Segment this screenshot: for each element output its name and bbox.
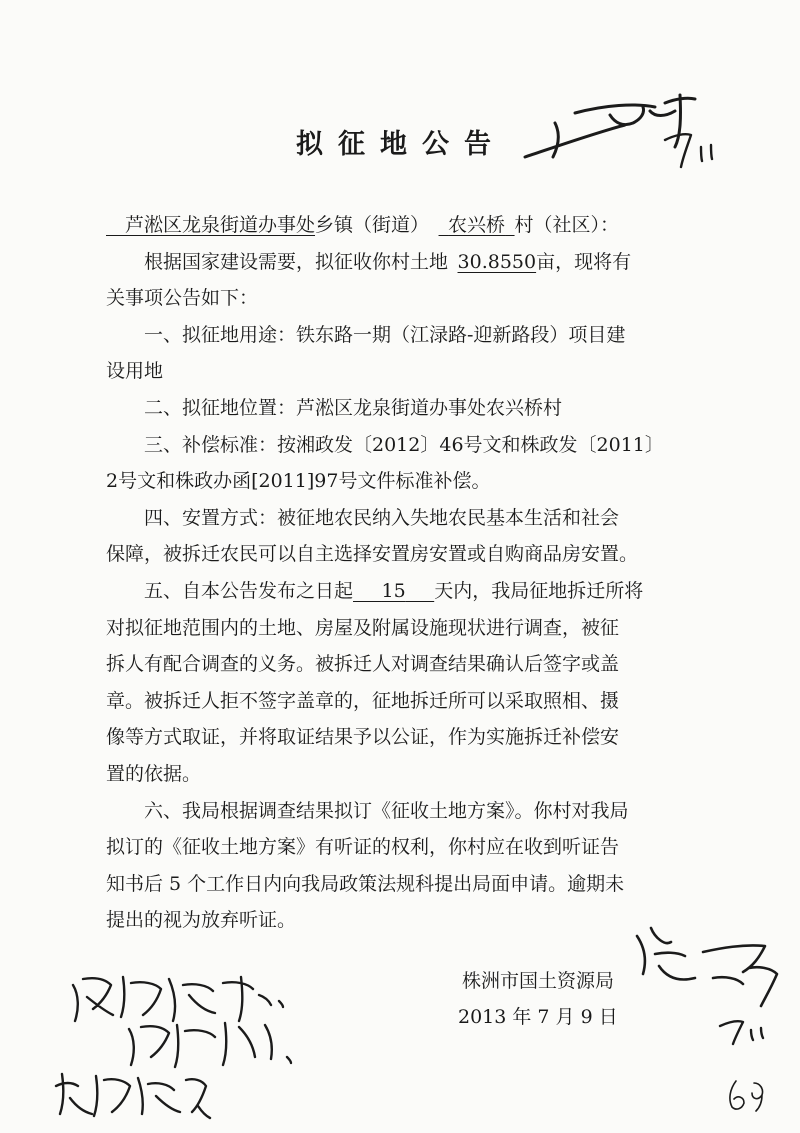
handwritten-drafter-note xyxy=(48,1062,218,1132)
handwritten-approval-note xyxy=(65,965,315,1075)
item-5-survey-cont-2: 拆人有配合调查的义务。被拆迁人对调查结果确认后签字或盖 xyxy=(106,653,620,676)
item-1-purpose-cont: 设用地 xyxy=(106,360,164,383)
document-title: 拟征地公告 xyxy=(296,129,506,160)
handwritten-signature-right xyxy=(625,918,795,1048)
notice-body xyxy=(106,207,706,939)
survey-days-value: 15 xyxy=(381,579,406,602)
item-3-standard: 三、补偿标准：按湘政发〔2012〕46号文和株政发〔2011〕 xyxy=(144,433,664,456)
item-6-hearing: 六、我局根据调查结果拟订《征收土地方案》。你村对我局 xyxy=(144,799,629,822)
intro-line xyxy=(106,244,706,281)
item-4-resettlement-cont: 保障，被拆迁农民可以自主选择安置房安置或自购商品房安置。 xyxy=(106,543,639,566)
item-5-survey-cont-3: 章。被拆迁人拒不签字盖章的，征地拆迁所可以采取照相、摄 xyxy=(106,689,620,712)
addressee-unit-label: 乡镇（街道） xyxy=(315,214,430,236)
item-6-hearing-cont-1: 拟订的《征收土地方案》有听证的权利，你村应在收到听证告 xyxy=(106,836,620,859)
item-5-survey-cont-4: 像等方式取证，并将取证结果予以公证，作为实施拆迁补偿安 xyxy=(106,726,620,749)
item-1-purpose: 一、拟征地用途：铁东路一期（江渌路-迎新路段）项目建 xyxy=(144,323,626,346)
item-4-resettlement: 四、安置方式：被征地农民纳入失地农民基本生活和社会 xyxy=(144,506,620,529)
issue-date: 2013 年 7 月 9 日 xyxy=(458,1006,618,1028)
handwritten-signature-top xyxy=(515,85,725,175)
addressee-line xyxy=(106,207,706,244)
item-2-location: 二、拟征地位置：芦淞区龙泉街道办事处农兴桥村 xyxy=(144,396,563,419)
item-6-hearing-cont-2: 知书后 5 个工作日内向我局政策法规科提出局面申请。逾期未 xyxy=(106,872,625,895)
item-6-hearing-cont-3: 提出的视为放弃听证。 xyxy=(106,909,297,932)
item-5-text-after: 天内，我局征地拆迁所将 xyxy=(434,579,644,602)
item-5-text: 五、自本公告发布之日起 xyxy=(144,579,354,602)
handwritten-page-number xyxy=(722,1075,772,1115)
addressee-village-label: 村（社区）： xyxy=(514,214,620,236)
item-5-survey xyxy=(106,573,706,610)
land-area-value: 30.8550 xyxy=(457,250,537,273)
item-3-standard-cont: 2号文和株政办函[2011]97号文件标准补偿。 xyxy=(106,470,491,493)
addressee-village: 农兴桥 xyxy=(448,214,506,236)
intro-text-after: 亩，现将有 xyxy=(536,250,632,273)
intro-line-2: 关事项公告如下： xyxy=(106,287,259,310)
intro-text: 根据国家建设需要，拟征收你村土地 xyxy=(144,250,449,273)
item-5-survey-cont-5: 置的依据。 xyxy=(106,762,202,785)
item-5-survey-cont-1: 对拟征地范围内的土地、房屋及附属设施现状进行调查，被征 xyxy=(106,616,620,639)
issuing-authority: 株洲市国土资源局 xyxy=(462,970,615,992)
addressee-district: 芦淞区龙泉街道办事处 xyxy=(125,214,316,236)
